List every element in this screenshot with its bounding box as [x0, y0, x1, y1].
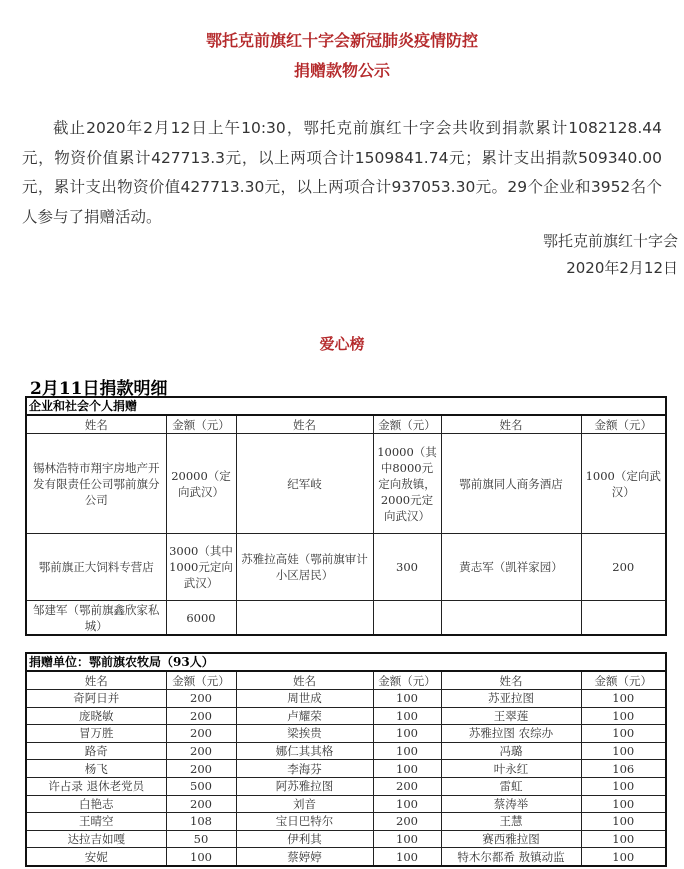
name-cell: 冯璐: [441, 742, 581, 760]
amount-cell: 100: [581, 813, 666, 831]
amount-cell: 50: [166, 830, 236, 848]
name-cell: 刘音: [236, 795, 373, 813]
name-cell: 安妮: [26, 848, 166, 866]
name-cell: 王晴空: [26, 813, 166, 831]
amount-cell: 10000（其中8000元定向敖镇，2000元定向武汉）: [373, 434, 441, 534]
amount-cell: 108: [166, 813, 236, 831]
amount-cell: 100: [373, 848, 441, 866]
amount-cell: [581, 601, 666, 636]
amount-cell: 100: [581, 742, 666, 760]
amount-cell: 100: [166, 848, 236, 866]
amount-cell: 100: [373, 742, 441, 760]
donation-table-agriculture-bureau: [25, 652, 667, 867]
name-cell: 白艳志: [26, 795, 166, 813]
section-heading: 爱心榜: [319, 335, 365, 353]
amount-cell: 100: [581, 707, 666, 725]
column-header: 姓名: [441, 671, 581, 690]
amount-cell: 20000（定向武汉）: [166, 434, 236, 534]
column-header: 金额（元）: [166, 671, 236, 690]
name-cell: 王慧: [441, 813, 581, 831]
amount-cell: 200: [166, 742, 236, 760]
name-cell: 黄志军（凯祥家园）: [441, 534, 581, 601]
section-header: 企业和社会个人捐赠: [26, 397, 666, 415]
amount-cell: 100: [373, 795, 441, 813]
name-cell: 特木尔都希 敖镇动监: [441, 848, 581, 866]
name-cell: 锡林浩特市翔宇房地产开发有限责任公司鄂前旗分公司: [26, 434, 166, 534]
name-cell: 达拉吉如嘎: [26, 830, 166, 848]
table-title: 2月11日捐款明细: [30, 379, 168, 399]
table-row: [26, 813, 666, 831]
table-row: [26, 534, 666, 601]
column-header: 姓名: [236, 671, 373, 690]
table-row: [26, 725, 666, 743]
announcement-paragraph: 截止2020年2月12日上午10:30，鄂托克前旗红十字会共收到捐款累计1082128.44元，物资价值累计427713.3元，以上两项合计1509841.74元；累计支出捐款509340.00元，累计支出物资价值427713.30元，以上两项合计937053.30元。29个企业和3952名个人参与了捐赠活动。: [22, 119, 662, 226]
column-header: 姓名: [441, 415, 581, 434]
amount-cell: [373, 601, 441, 636]
name-cell: 王翠莲: [441, 707, 581, 725]
table-row: [26, 830, 666, 848]
name-cell: 路奇: [26, 742, 166, 760]
name-cell: 娜仁其其格: [236, 742, 373, 760]
table-row: [26, 690, 666, 708]
amount-cell: 200: [166, 690, 236, 708]
table-row: [26, 795, 666, 813]
name-cell: 卢耀荣: [236, 707, 373, 725]
name-cell: 庞晓敏: [26, 707, 166, 725]
amount-cell: 200: [166, 707, 236, 725]
amount-cell: 200: [373, 777, 441, 795]
name-cell: 冒万胜: [26, 725, 166, 743]
amount-cell: 100: [581, 848, 666, 866]
table-row: [26, 777, 666, 795]
amount-cell: 200: [581, 534, 666, 601]
page-subtitle: 捐赠款物公示: [293, 61, 390, 80]
amount-cell: 100: [373, 830, 441, 848]
page-title: 鄂托克前旗红十字会新冠肺炎疫情防控: [205, 31, 478, 50]
amount-cell: 100: [581, 795, 666, 813]
name-cell: 苏雅拉图 农综办: [441, 725, 581, 743]
amount-cell: 106: [581, 760, 666, 778]
column-header: 金额（元）: [581, 415, 666, 434]
table-row: [26, 742, 666, 760]
signature-org: 鄂托克前旗红十字会: [542, 232, 678, 250]
column-header: 金额（元）: [373, 671, 441, 690]
amount-cell: 100: [373, 725, 441, 743]
name-cell: 邹建军（鄂前旗鑫欣家私城）: [26, 601, 166, 636]
donation-table-enterprises: [25, 396, 667, 636]
amount-cell: 200: [166, 795, 236, 813]
column-header: 金额（元）: [581, 671, 666, 690]
name-cell: 鄂前旗正大饲料专营店: [26, 534, 166, 601]
amount-cell: 100: [373, 690, 441, 708]
column-header: 金额（元）: [166, 415, 236, 434]
amount-cell: 200: [166, 725, 236, 743]
amount-cell: 100: [373, 760, 441, 778]
column-header: 姓名: [26, 671, 166, 690]
amount-cell: 100: [373, 707, 441, 725]
name-cell: 蔡婷婷: [236, 848, 373, 866]
name-cell: 许占录 退休老党员: [26, 777, 166, 795]
name-cell: 苏雅拉高娃（鄂前旗审计小区居民）: [236, 534, 373, 601]
name-cell: 李海芬: [236, 760, 373, 778]
table-row: [26, 601, 666, 636]
name-cell: 赛西雅拉图: [441, 830, 581, 848]
name-cell: 阿苏雅拉图: [236, 777, 373, 795]
name-cell: 纪军岐: [236, 434, 373, 534]
name-cell: 叶永红: [441, 760, 581, 778]
table-row: [26, 434, 666, 534]
table-row: [26, 760, 666, 778]
name-cell: 奇阿日并: [26, 690, 166, 708]
amount-cell: 6000: [166, 601, 236, 636]
amount-cell: 500: [166, 777, 236, 795]
name-cell: [236, 601, 373, 636]
name-cell: 苏亚拉图: [441, 690, 581, 708]
amount-cell: 200: [166, 760, 236, 778]
name-cell: 周世成: [236, 690, 373, 708]
name-cell: 鄂前旗同人商务酒店: [441, 434, 581, 534]
amount-cell: 100: [581, 725, 666, 743]
amount-cell: 1000（定向武汉）: [581, 434, 666, 534]
amount-cell: 200: [373, 813, 441, 831]
table-row: [26, 848, 666, 866]
amount-cell: 3000（其中1000元定向武汉）: [166, 534, 236, 601]
amount-cell: 100: [581, 690, 666, 708]
amount-cell: 100: [581, 777, 666, 795]
amount-cell: 100: [581, 830, 666, 848]
name-cell: 蔡涛举: [441, 795, 581, 813]
column-header: 姓名: [236, 415, 373, 434]
signature-date: 2020年2月12日: [566, 259, 678, 277]
section-header: 捐赠单位：鄂前旗农牧局（93人）: [26, 653, 666, 671]
name-cell: 伊利其: [236, 830, 373, 848]
name-cell: 梁挨贵: [236, 725, 373, 743]
name-cell: [441, 601, 581, 636]
column-header: 金额（元）: [373, 415, 441, 434]
name-cell: 宝日巴特尔: [236, 813, 373, 831]
table-row: [26, 707, 666, 725]
column-header: 姓名: [26, 415, 166, 434]
name-cell: 雷虹: [441, 777, 581, 795]
name-cell: 杨飞: [26, 760, 166, 778]
amount-cell: 300: [373, 534, 441, 601]
